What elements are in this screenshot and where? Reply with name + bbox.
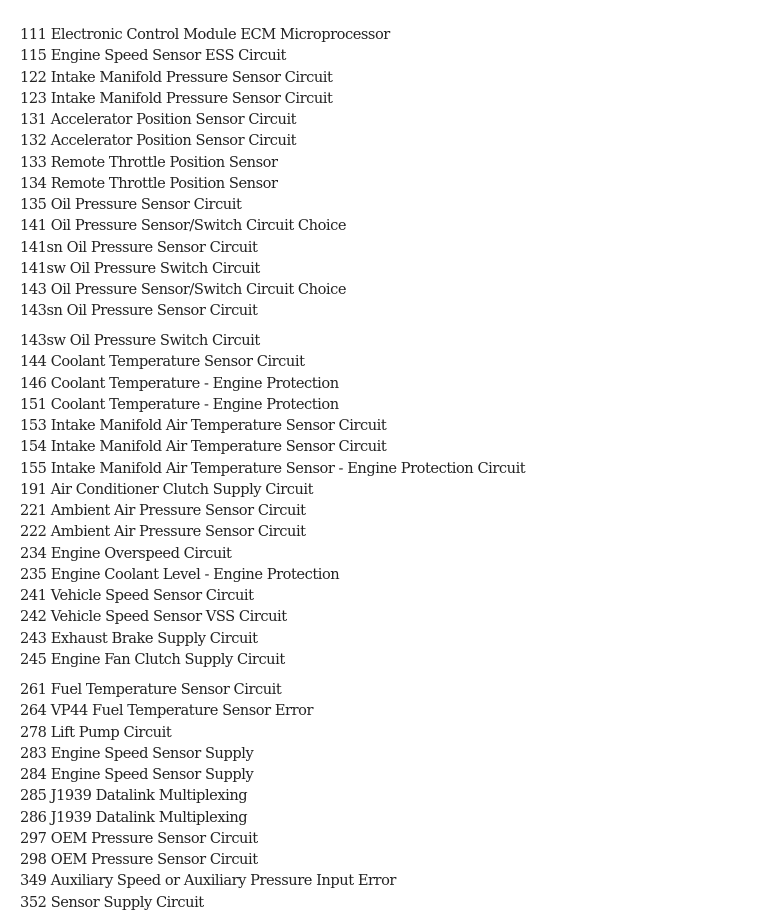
fault-code-item: 123 Intake Manifold Pressure Sensor Circuit — [20, 89, 333, 107]
fault-code-item: 283 Engine Speed Sensor Supply — [20, 744, 254, 762]
fault-code-item: 242 Vehicle Speed Sensor VSS Circuit — [20, 608, 287, 626]
fault-code-item: 151 Coolant Temperature - Engine Protection — [20, 395, 339, 413]
fault-code-item: 241 Vehicle Speed Sensor Circuit — [20, 587, 254, 604]
fault-code-item: 144 Coolant Temperature Sensor Circuit — [20, 353, 305, 371]
fault-code-item: 153 Intake Manifold Air Temperature Sensor Circuit — [20, 417, 387, 434]
fault-code-item: 286 J1939 Datalink Multiplexing — [20, 808, 248, 826]
fault-code-item: 141sw Oil Pressure Switch Circuit — [20, 259, 260, 277]
fault-code-item: 115 Engine Speed Sensor ESS Circuit — [20, 47, 286, 65]
fault-code-item: 191 Air Conditioner Clutch Supply Circuit — [20, 480, 314, 498]
fault-code-item: 264 VP44 Fuel Temperature Sensor Error — [20, 702, 313, 720]
fault-code-item: 235 Engine Coolant Level - Engine Protection — [20, 565, 340, 583]
fault-code-item: 141 Oil Pressure Sensor/Switch Circuit Choice — [20, 217, 347, 235]
fault-code-item: 222 Ambient Air Pressure Sensor Circuit — [20, 523, 306, 541]
fault-code-item: 297 OEM Pressure Sensor Circuit — [20, 829, 258, 847]
fault-code-item: 234 Engine Overspeed Circuit — [20, 544, 232, 562]
fault-code-item: 143 Oil Pressure Sensor/Switch Circuit Choice — [20, 281, 347, 298]
fault-code-item: 154 Intake Manifold Air Temperature Sensor Circuit — [20, 438, 387, 456]
fault-code-item: 284 Engine Speed Sensor Supply — [20, 766, 254, 783]
fault-code-item: 155 Intake Manifold Air Temperature Sensor - Engine Protection Circuit — [20, 459, 526, 477]
fault-code-item: 221 Ambient Air Pressure Sensor Circuit — [20, 502, 306, 519]
fault-code-item: 243 Exhaust Brake Supply Circuit — [20, 629, 258, 647]
fault-code-item: 298 OEM Pressure Sensor Circuit — [20, 851, 258, 868]
fault-code-item: 245 Engine Fan Clutch Supply Circuit — [20, 650, 285, 668]
fault-code-list-3 — [20, 679, 396, 913]
fault-code-item: 132 Accelerator Position Sensor Circuit — [20, 132, 297, 150]
fault-code-item: 134 Remote Throttle Position Sensor — [20, 174, 278, 192]
fault-code-item: 261 Fuel Temperature Sensor Circuit — [20, 681, 282, 698]
fault-code-item: 349 Auxiliary Speed or Auxiliary Pressure Input Error — [20, 872, 396, 890]
fault-code-item: 285 J1939 Datalink Multiplexing — [20, 787, 248, 805]
fault-code-item: 122 Intake Manifold Pressure Sensor Circuit — [20, 68, 333, 86]
fault-code-item: 133 Remote Throttle Position Sensor — [20, 153, 278, 171]
fault-code-item: 143sw Oil Pressure Switch Circuit — [20, 332, 260, 349]
fault-code-item: 143sn Oil Pressure Sensor Circuit — [20, 302, 258, 320]
fault-code-list-1 — [20, 24, 390, 322]
fault-code-list-2 — [20, 330, 525, 670]
fault-code-item: 146 Coolant Temperature - Engine Protection — [20, 374, 339, 392]
fault-code-item: 278 Lift Pump Circuit — [20, 723, 172, 741]
fault-code-item: 131 Accelerator Position Sensor Circuit — [20, 111, 297, 128]
fault-code-item: 111 Electronic Control Module ECM Microprocessor — [20, 26, 390, 43]
fault-code-item: 135 Oil Pressure Sensor Circuit — [20, 196, 242, 213]
fault-code-item: 141sn Oil Pressure Sensor Circuit — [20, 238, 258, 256]
fault-code-item: 352 Sensor Supply Circuit — [20, 893, 204, 911]
